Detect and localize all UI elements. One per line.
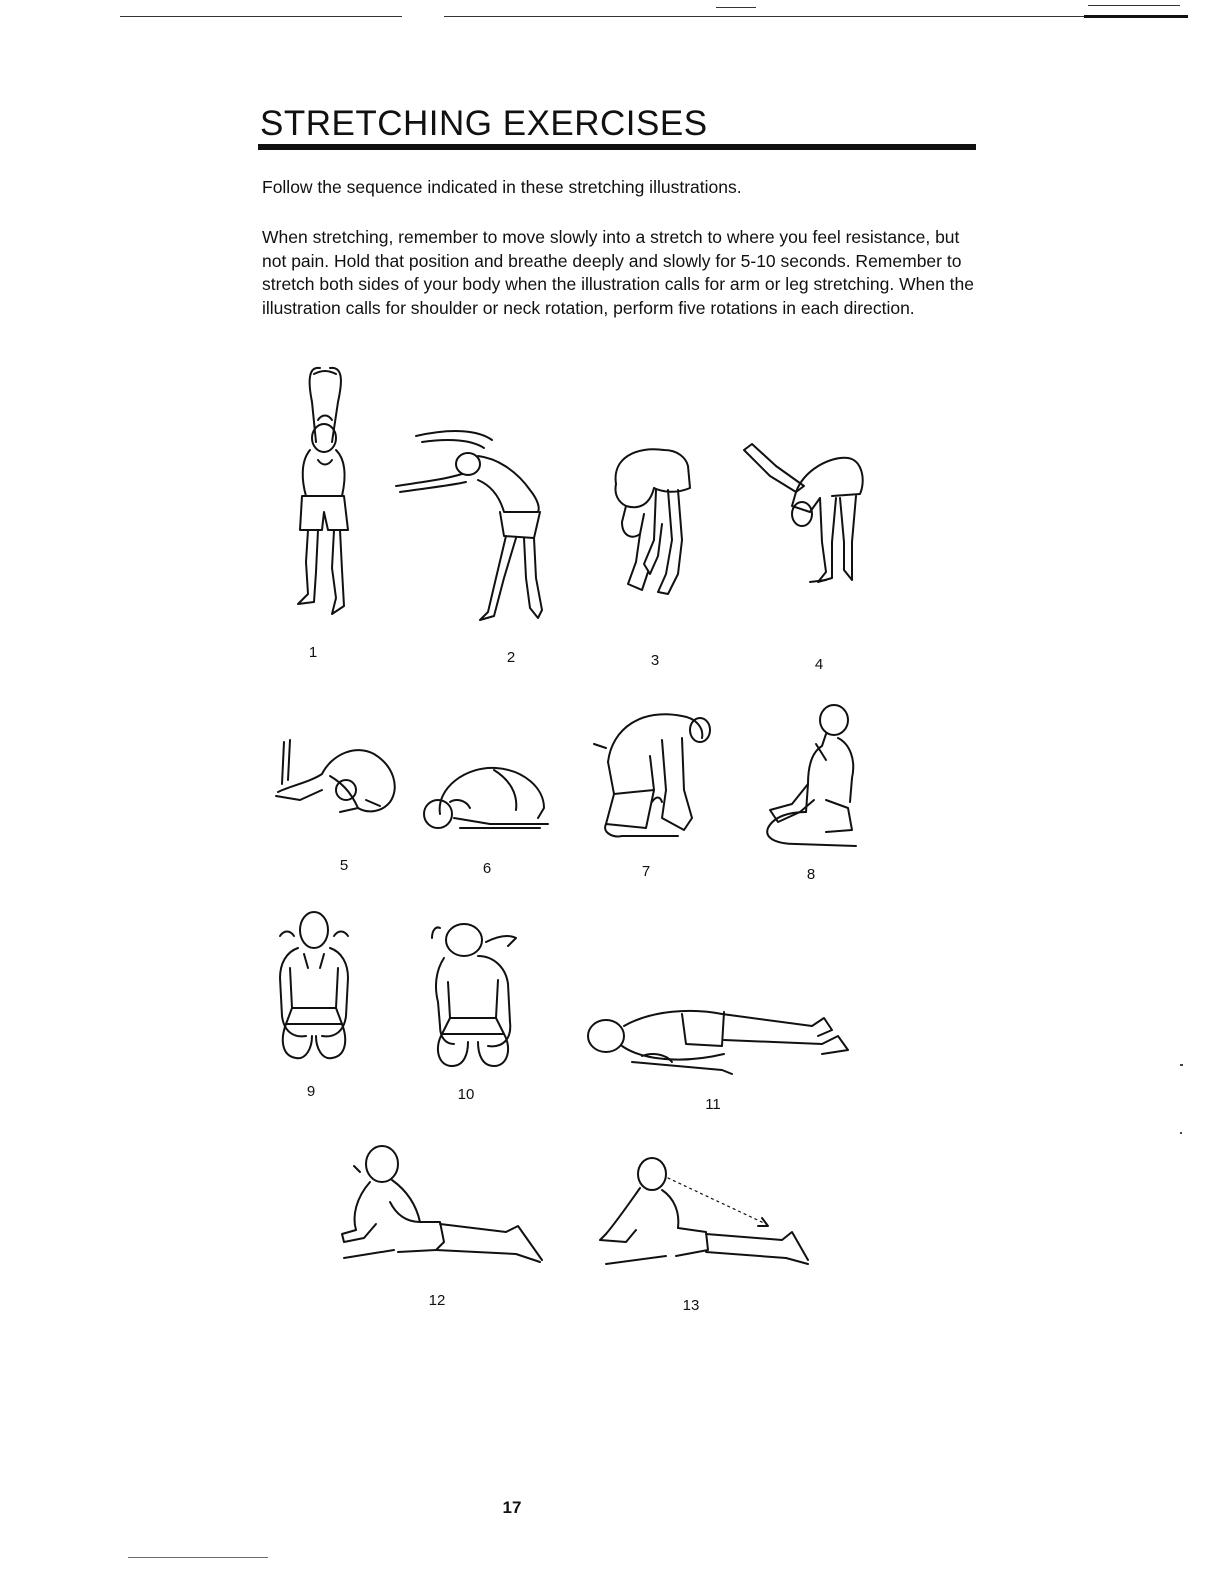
figure-number-11: 11 [705, 1096, 721, 1113]
figure-number-6: 6 [482, 860, 492, 877]
exercise-illustration-11 [582, 1004, 862, 1080]
page-title: STRETCHING EXERCISES [260, 104, 708, 143]
exercise-illustration-1 [278, 362, 368, 624]
header-rule-right [444, 16, 1084, 17]
exercise-illustration-10 [428, 916, 524, 1076]
figure-number-2: 2 [506, 649, 516, 666]
instructions-paragraph: When stretching, remember to move slowly into a stretch to where you feel resistance, but not pain. Hold that position and breathe deeply and slowly for 5-10 seconds. Remember to stretch both sides of your body when the illustration calls for arm or leg stretching. When the illustration calls for shoulder or neck rotation, perform five rotations in each direction. [262, 227, 975, 318]
exercise-illustration-9 [272, 908, 356, 1070]
figure-number-7: 7 [641, 863, 651, 880]
figure-number-1: 1 [308, 644, 318, 661]
page-number: 17 [502, 1498, 522, 1517]
exercise-illustration-13 [596, 1152, 810, 1270]
figure-number-10: 10 [457, 1086, 475, 1103]
scan-speck [1180, 1132, 1182, 1134]
figure-number-9: 9 [306, 1083, 316, 1100]
exercise-illustration-6 [420, 758, 552, 834]
exercise-illustration-8 [756, 704, 864, 850]
bottom-edge-line [128, 1557, 268, 1558]
figure-number-12: 12 [428, 1292, 446, 1309]
exercise-illustration-3 [606, 444, 696, 602]
title-underline [258, 144, 976, 150]
figure-number-8: 8 [806, 866, 816, 883]
figure-number-5: 5 [339, 857, 349, 874]
header-rule-heavy [1084, 15, 1188, 18]
figure-number-13: 13 [682, 1297, 700, 1314]
header-rule-fragment [1088, 5, 1180, 6]
figure-number-4: 4 [814, 656, 824, 673]
exercise-illustration-12 [336, 1142, 546, 1268]
exercise-illustration-7 [592, 698, 722, 844]
exercise-illustration-4 [740, 440, 870, 590]
exercise-illustration-5 [270, 740, 402, 820]
intro-paragraph: Follow the sequence indicated in these stretching illustrations. [262, 177, 742, 197]
exercise-illustration-2 [392, 428, 552, 624]
header-rule-fragment-2 [716, 7, 756, 8]
header-rule-left [120, 16, 402, 17]
figure-number-3: 3 [650, 652, 660, 669]
scan-speck [1180, 1064, 1183, 1066]
